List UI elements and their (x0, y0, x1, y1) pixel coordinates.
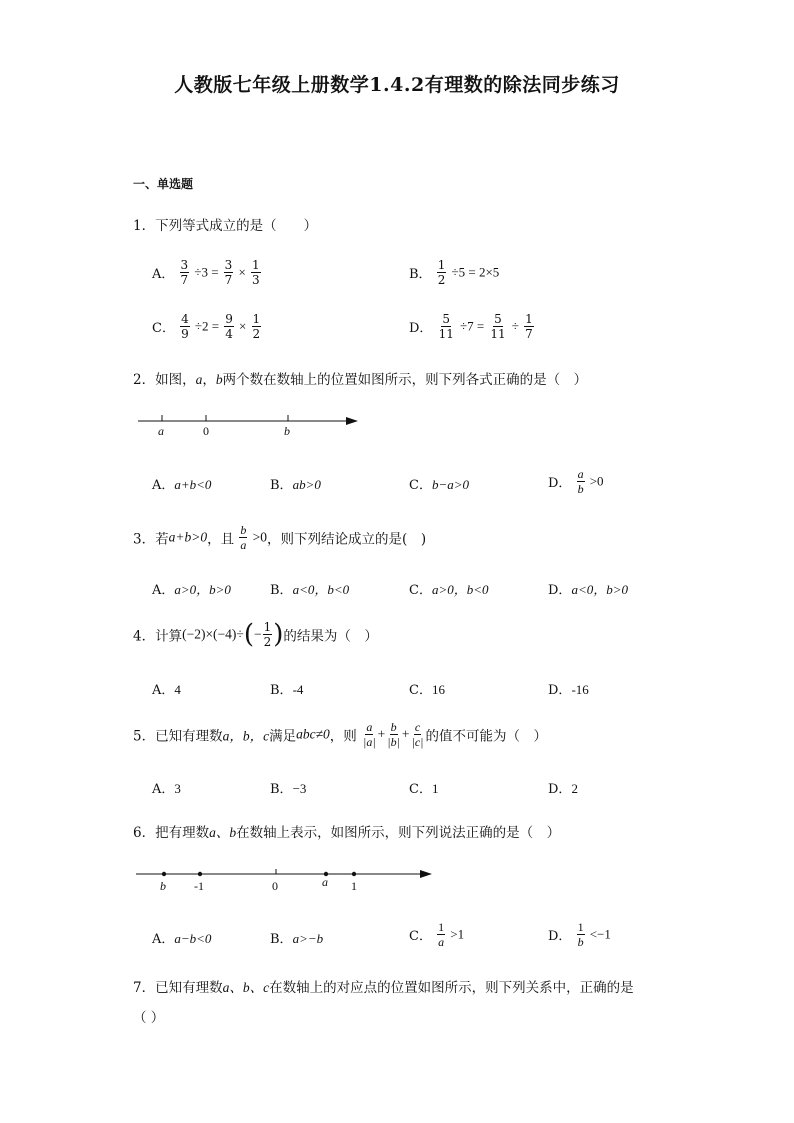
q3-frac: $\frac{b}{a}$ (240, 523, 247, 552)
q4-frac: $\frac{1}{2}$ (263, 620, 272, 649)
q1-d-frac2: $\frac{5}{11}$ (490, 312, 506, 341)
q2-stem: 2．如图，a，b两个数在数轴上的位置如图所示，则下列各式正确的是（ ） (133, 372, 588, 388)
q3-option-c[interactable]: C．a>0，b<0 (409, 582, 489, 598)
q2-d-rest: >0 (589, 473, 604, 489)
q3-option-b[interactable]: B．a<0，b<0 (270, 582, 350, 598)
q4-option-a[interactable]: A．4 (152, 682, 181, 698)
q4-option-d[interactable]: D．-16 (548, 682, 589, 698)
q1-a-frac2: $\frac{3}{7}$ (224, 258, 233, 287)
q1-option-c-label: C． (152, 321, 175, 336)
q3-option-a[interactable]: A．a>0，b>0 (152, 582, 231, 598)
q6-point-1 (352, 872, 356, 876)
q6-axis-label-1: 1 (351, 879, 357, 893)
arrow-right-icon (346, 417, 358, 425)
q1-d-op1: ÷7 = (460, 318, 485, 334)
q1-a-frac1: $\frac{3}{7}$ (180, 258, 189, 287)
q1-option-b-label: B． (409, 267, 432, 282)
q2-b-expr: ab>0 (292, 477, 321, 492)
q1-c-op1: ÷2 = (194, 318, 220, 334)
q6-axis-label-a: a (322, 875, 328, 889)
q1-a-op1: ÷3 = (194, 264, 219, 280)
q1-stem: 1．下列等式成立的是（ ） (133, 218, 318, 234)
q2-axis-label-a: a (158, 424, 164, 438)
q1-c-frac2: $\frac{9}{4}$ (225, 312, 233, 341)
q6-d-frac: $\frac{1}{b}$ (577, 920, 584, 949)
q1-b-rest: ÷5 = 2×5 (451, 264, 500, 280)
q6-c-frac: $\frac{1}{a}$ (438, 920, 445, 949)
q6-axis-label-0: 0 (272, 879, 278, 893)
q1-option-d-label: D． (409, 321, 433, 336)
q6-number-line (130, 862, 440, 898)
q7-stem: 7．已知有理数a、b、c在数轴上的对应点的位置如图所示，则下列关系中，正确的是 (133, 980, 634, 996)
q2-axis-label-b: b (284, 424, 290, 438)
q1-b-frac1: $\frac{1}{2}$ (437, 258, 446, 287)
q6-point-b (162, 872, 166, 876)
q3-a-expr: a>0，b>0 (174, 582, 231, 597)
q2-option-b[interactable]: B．ab>0 (270, 477, 321, 493)
arrow-right-icon (420, 870, 432, 878)
q2-c-expr: b−a>0 (431, 477, 469, 492)
q3-d-expr: a<0，b>0 (571, 582, 628, 597)
q3-stem: 3．若a+b>0，且 $\frac{b}{a}$ >0，则下列结论成立的是( ) (133, 523, 427, 552)
q4-option-c[interactable]: C．16 (409, 682, 445, 698)
q1-option-c[interactable] (152, 312, 262, 341)
q1-option-a-label: A． (152, 267, 175, 282)
q6-option-d[interactable]: D． $\frac{1}{b}$ <−1 (548, 920, 611, 949)
q4-option-b[interactable]: B．-4 (270, 682, 304, 698)
q2-axis-label-0: 0 (203, 424, 209, 438)
q4-stem: 4．计算(−2)×(−4)÷(− $\frac{1}{2}$ )的结果为（ ） (133, 619, 378, 650)
q2-option-a[interactable]: A．a+b<0 (152, 477, 212, 493)
q2-a-expr: a+b<0 (174, 477, 212, 492)
q6-stem: 6．把有理数a、b在数轴上表示，如图所示，则下列说法正确的是（ ） (133, 825, 561, 841)
q5-option-d[interactable]: D．2 (548, 781, 578, 797)
q3-b-expr: a<0，b<0 (292, 582, 350, 597)
q1-a-frac3: $\frac{1}{3}$ (251, 258, 260, 287)
q5-frac-a: $\frac{a}{|a|}$ (363, 720, 376, 749)
q3-c-expr: a>0，b<0 (431, 582, 489, 597)
section-heading: 一、单选题 (133, 177, 194, 191)
q6-axis-label-b: b (160, 879, 166, 893)
q1-d-frac1: $\frac{5}{11}$ (438, 312, 454, 341)
q6-point-neg1 (198, 872, 202, 876)
q5-stem: 5．已知有理数a，b，c满足abc≠0，则 $\frac{a}{|a|}$ + $\frac{b}{|b|}$ + $\frac{c}{|c|}$ 的值不可能为（ ） (133, 720, 547, 749)
q6-b-expr: a>−b (292, 931, 324, 946)
q1-option-b[interactable] (409, 258, 499, 287)
q6-option-c[interactable]: C． $\frac{1}{a}$ >1 (409, 920, 465, 949)
q7-stem-line2: （ ） (133, 1010, 165, 1026)
q3-option-d[interactable]: D．a<0，b>0 (548, 582, 628, 598)
q5-option-c[interactable]: C．1 (409, 781, 439, 797)
page-title: 人教版七年级上册数学1.4.2有理数的除法同步练习 (174, 74, 620, 96)
q2-option-d[interactable]: D． $\frac{a}{b}$ >0 (548, 467, 604, 496)
q1-c-frac3: $\frac{1}{2}$ (252, 312, 261, 341)
q1-d-op2: ÷ (511, 318, 519, 334)
q5-frac-c: $\frac{c}{|c|}$ (411, 720, 424, 749)
q1-c-op2: × (239, 318, 247, 334)
q6-axis-label-neg1: -1 (194, 879, 204, 893)
q1-d-frac3: $\frac{1}{7}$ (525, 312, 533, 341)
q5-frac-b: $\frac{b}{|b|}$ (387, 720, 400, 749)
q2-d-frac: $\frac{a}{b}$ (577, 467, 584, 496)
q1-option-d[interactable] (409, 312, 535, 341)
q1-c-frac1: $\frac{4}{9}$ (181, 312, 189, 341)
q6-option-a[interactable]: A．a−b<0 (152, 931, 212, 947)
q6-option-b[interactable]: B．a>−b (270, 931, 324, 947)
q2-number-line (130, 405, 370, 441)
q2-option-c[interactable]: C．b−a>0 (409, 477, 469, 493)
q1-a-op2: × (238, 264, 246, 280)
q6-a-expr: a−b<0 (174, 931, 212, 946)
q1-option-a[interactable] (152, 258, 262, 287)
q5-option-a[interactable]: A．3 (152, 781, 181, 797)
q5-option-b[interactable]: B．−3 (270, 781, 307, 797)
